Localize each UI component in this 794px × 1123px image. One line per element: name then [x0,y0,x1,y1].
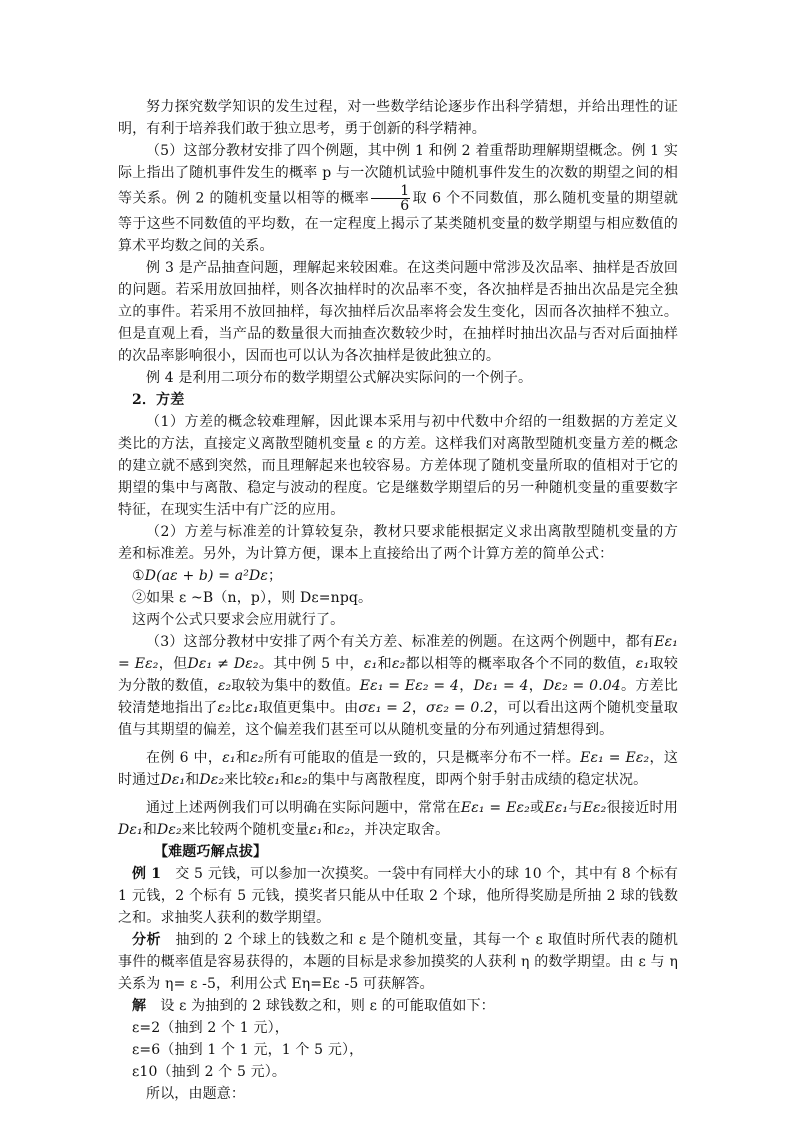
text-v3-a: （3）这部分教材中安排了两个有关方差、标准差的例题。在这两个例题中，都有 [146,634,655,650]
symbol-d-epsilon1: Dε₁ [118,822,143,838]
section-heading-variance: 2．方差 [132,392,185,408]
text-part5-b: 取 6 个不同数值，那么随机变量的期望就等于这些不同数值的平均数，在一定程度上揭示了某类随机变量的数学期望与相应数值的算术平均数之间的关系。 [118,190,678,254]
paragraph-variance-3 [118,631,678,741]
paragraph-conclusion: 所以，由题意： [146,1086,246,1102]
label-solution: 解 [132,998,147,1014]
text-and: 和 [185,772,200,788]
text-v3-b: ，但 [158,656,188,672]
text-v3-c: 。其中例 5 中， [258,656,364,672]
text-v3-i: 取值更集中。由 [258,700,359,716]
formula-1-end: ； [268,568,283,584]
case-line-1: ε=2（抽到 2 个 1 元）， [132,1020,289,1036]
paragraph-example1 [118,863,678,929]
text-v3-d: 都以相等的概率取各个不同的数值， [405,656,636,672]
equation-e1-eq-e2: Eε₁ = Eε₂ [460,800,530,816]
text-with: 与 [568,800,583,816]
formula-1: D(aε + b) = a²Dε [144,568,269,584]
text-sum-d: ，并决定取舍。 [350,822,450,838]
symbol-d-epsilon1: Dε₁ [160,772,186,788]
symbol-epsilon2: ε₂ [391,656,406,672]
text-ex6-a: 在例 6 中， [146,750,223,766]
paragraph-variance-2: （2）方差与标准差的计算较复杂，教材只要求能根据定义求出离散型随机变量的方差和标准差。另外，为计算方便，课本上直接给出了两个计算方差的简单公式： [118,524,678,562]
text-v3-h: 比 [230,700,246,716]
symbol-epsilon1: ε₁ [266,772,281,788]
label-analysis: 分析 [132,932,161,948]
paragraph-analysis [118,929,678,995]
text-example1: 交 5 元钱，可以参加一次摸奖。一袋中有同样大小的球 10 个，其中有 8 个标有 1 元钱，2 个标有 5 元钱，摸奖者只能从中任取 2 个球，他所得奖励是所抽 2 球的钱数之和。求抽奖人获利的数学期望。 [118,866,678,926]
formula-1-line [118,565,678,587]
text-ex6-b: 所有可能取的值是一致的，只是概率分布不一样。 [263,750,581,766]
paragraph-example6 [118,747,678,791]
symbol-d-epsilon2: Dε₂ [199,772,225,788]
text-solution: 设 ε 为抽到的 2 球钱数之和，则 ε 的可能取值如下： [160,998,495,1014]
symbol-epsilon1: ε₁ [245,700,259,716]
symbol-epsilon2: ε₂ [336,822,351,838]
text-and: 和 [280,772,295,788]
text-ex6-c: ，这时通过 [118,750,678,788]
paragraph-variance-1: （1）方差的概念较难理解，因此课本采用与初中代数中介绍的一组数据的方差定义类比的方法，直接定义离散型随机变量 ε 的方差。这样我们对离散型随机变量方差的概念的建立就不感到突然，而且理解起来也较容易。方差体现了随机变量所取的值相对于它的期望的集中与离散、稳定与波动的程度。它是继数学期望后的另一种随机变量的重要数字特征，在现实生活中有广泛的应用。 [118,414,678,518]
equation-d1-4: Dε₁ = 4 [473,678,529,694]
text-sum-a: 通过上述两例我们可以明确在实际问题中，常常在 [146,800,461,816]
section-heading-hard-problems: 【难题巧解点拔】 [154,844,268,860]
paragraph-summary [118,797,678,841]
paragraph-intro: 努力探究数学知识的发生过程，对一些数学结论逐步作出科学猜想，并给出理性的证明，有利于培养我们敢于独立思考，勇于创新的科学精神。 [118,99,678,137]
document-body [118,96,678,1105]
text-ex6-d: 来比较 [224,772,267,788]
paragraph-formula-note: 这两个公式只要求会应用就行了。 [132,612,345,628]
symbol-epsilon1: ε₁ [363,656,378,672]
symbol-epsilon2: ε₂ [250,750,264,766]
paragraph-example4: 例 4 是利用二项分布的数学期望公式解决实际问的一个例子。 [146,370,533,386]
text-part5-a: （5）这部分教材安排了四个例题，其中例 1 和例 2 着重帮助理解期望概念。例 1 实际上指出了随机事件发生的概率 p 与一次随机试验中随机事件发生的次数的期望之间的相等关系。例 2 的随机变量以相等的概率 [118,143,678,207]
text-and: 和 [377,656,392,672]
equation-e1-eq-e2: Eε₁ = Eε₂ [118,634,678,672]
formula-2-line: ②如果 ε ~B（n，p），则 Dε=npq。 [132,590,373,606]
text-sum-c: 来比较两个随机变量 [181,822,310,838]
text-v3-f: 取较为集中的数值。 [231,678,360,694]
symbol-epsilon1: ε₁ [309,822,323,838]
equation-e1-eq-e2: Eε₁ = Eε₂ [580,750,650,766]
separator: ， [528,678,544,694]
equation-d2-004: Dε₂ = 0.04 [543,678,621,694]
text-ex6-e: 的集中与离散程度，即两个射手射击成绩的稳定状况。 [307,772,648,788]
symbol-d-epsilon2: Dε₂ [156,822,182,838]
text-and: 和 [142,822,157,838]
text-v3-e: 取较为分散的数值， [118,656,678,694]
symbol-epsilon2: ε₂ [217,678,232,694]
equation-sigma1-2: σε₁ = 2 [358,700,412,716]
text-analysis: 抽到的 2 个球上的钱数之和 ε 是个随机变量，其每一个 ε 取值时所代表的随机事件的概率值是容易获得的，本题的目标是求参加摸奖的人获利 η 的数学期望。由 ε 与 η 关系为 η= ε -5，利用公式 Eη=Eε -5 可获解答。 [118,932,678,992]
separator: ， [411,700,427,716]
equation-expectations-4: Eε₁ = Eε₂ = 4 [359,678,460,694]
case-line-2: ε=6（抽到 1 个 1 元，1 个 5 元）， [132,1042,364,1058]
paragraph-part5 [118,140,678,257]
fraction-numerator: 1 [371,184,410,199]
separator: ， [459,678,474,694]
formula-1-marker: ① [132,568,145,584]
text-and: 和 [235,750,251,766]
symbol-e-epsilon2: Eε₂ [582,800,607,816]
fraction-denominator: 6 [400,198,410,214]
symbol-epsilon1: ε₁ [222,750,236,766]
text-and: 和 [322,822,337,838]
label-example1: 例 1 [132,866,162,882]
paragraph-example3: 例 3 是产品抽查问题，理解起来较困难。在这类问题中常涉及次品率、抽样是否放回的问题。若采用放回抽样，则各次抽样时的次品率不变，各次抽样是否抽出次品是完全独立的事件。若采用不放回抽样，每次抽样后次品率将会发生变化，因而各次抽样不独立。但是直观上看，当产品的数量很大而抽查次数较少时，在抽样时抽出次品与否对后面抽样的次品率影响很小，因而也可以认为各次抽样是彼此独立的。 [118,260,678,364]
case-line-3: ε10（抽到 2 个 5 元）。 [132,1064,287,1080]
equation-sigma2-02: σε₂ = 0.2 [426,700,494,716]
symbol-epsilon2: ε₂ [294,772,308,788]
text-v3-j: ，可以看出这两个随机变量取值与其期望的偏差，这个偏差我们甚至可以从随机变量的分布列通过猜想得到。 [118,700,678,738]
text-or: 或 [529,800,545,816]
symbol-e-epsilon1: Eε₁ [544,800,569,816]
equation-d1-neq-d2: Dε₁ ≠ Dε₂ [187,656,259,672]
text-v3-g: 。方差比较清楚地指出了 [118,678,678,716]
fraction-one-sixth [371,184,410,213]
paragraph-solution [118,995,678,1017]
symbol-epsilon2: ε₂ [217,700,231,716]
text-sum-b: 很接近时用 [606,800,678,816]
symbol-epsilon1: ε₁ [635,656,650,672]
